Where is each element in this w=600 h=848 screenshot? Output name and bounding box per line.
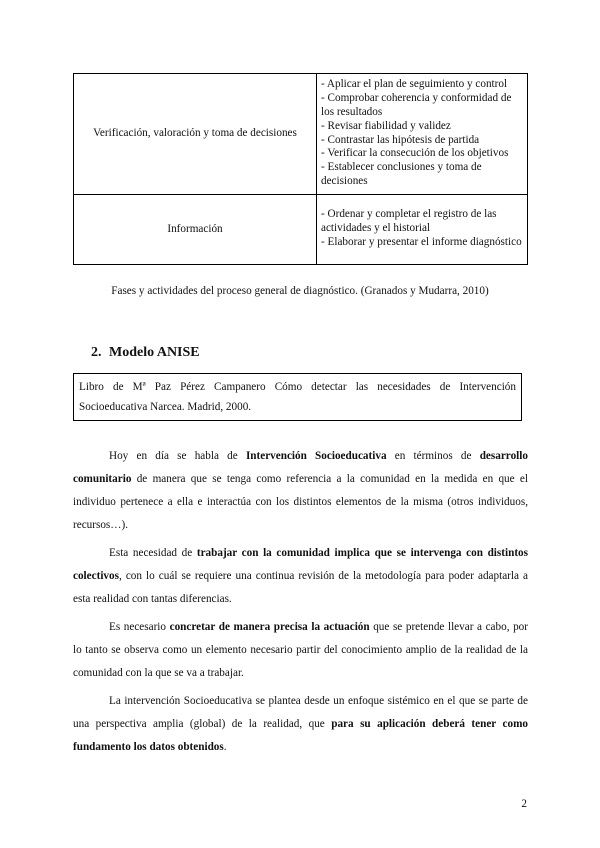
activities-cell xyxy=(317,195,528,265)
table-caption: Fases y actividades del proceso general de diagnóstico. (Granados y Mudarra, 2010) xyxy=(111,285,489,297)
phase-name-cell: Verificación, valoración y toma de decisiones xyxy=(74,74,317,195)
text-run: de manera que se tenga como referencia a la comunidad en la medida en que el individuo pertenece a ella e interactúa con los distintos elementos de la misma (otros individuos, recursos…). xyxy=(73,473,528,531)
table-row xyxy=(74,74,528,195)
text-run: en términos de xyxy=(386,450,480,462)
text-run: . xyxy=(223,741,227,753)
section-heading xyxy=(91,345,200,361)
bold-text: Intervención Socioeducativa xyxy=(245,450,387,462)
bold-text: trabajar con la comunidad implica que se intervenga con distintos colectivos xyxy=(73,547,528,582)
paragraph xyxy=(73,445,528,537)
phase-name-cell: Información xyxy=(74,195,317,265)
text-run: que se pretende llevar a cabo, por lo tanto se observa como un elemento necesario partir del conocimiento amplio de la realidad de la comunidad con la que se va a trabajar. xyxy=(73,621,528,679)
text-run: Hoy en día se habla de xyxy=(109,450,246,462)
paragraph xyxy=(73,690,528,759)
table-row xyxy=(74,195,528,265)
section-title: Modelo ANISE xyxy=(109,345,200,360)
activity-item: - Verificar la consecución de los objetivos xyxy=(321,147,509,160)
activity-item: - Ordenar y completar el registro de las actividades y el historial xyxy=(321,208,497,235)
text-run: Esta necesidad de xyxy=(109,547,197,559)
text-run: La intervención Socioeducativa se plantea desde un enfoque sistémico en el que se parte de una perspectiva amplia (global) de la realidad, que xyxy=(73,695,528,730)
bold-text: para su aplicación deberá tener como fundamento los datos obtenidos xyxy=(73,718,529,753)
activity-item: - Elaborar y presentar el informe diagnóstico xyxy=(321,235,522,248)
body-text xyxy=(73,445,528,764)
section-number: 2. xyxy=(91,345,102,360)
bold-text: desarrollo comunitario xyxy=(73,450,528,485)
phases-table xyxy=(73,73,528,265)
paragraph xyxy=(73,542,528,611)
paragraph xyxy=(73,616,528,685)
activity-item: - Aplicar el plan de seguimiento y control xyxy=(321,78,508,91)
bold-text: concretar de manera precisa la actuación xyxy=(169,621,370,633)
activities-cell xyxy=(317,74,528,195)
activity-item: - Comprobar coherencia y conformidad de los resultados xyxy=(321,92,512,118)
text-run: Es necesario xyxy=(109,621,170,633)
text-run: , con lo cuál se requiere una continua revisión de la metodología para poder adaptarla a esta realidad con tantas diferencias. xyxy=(73,570,528,605)
activity-item: - Revisar fiabilidad y validez xyxy=(321,119,451,132)
activity-item: - Establecer conclusiones y toma de decisiones xyxy=(321,161,482,187)
page-number: 2 xyxy=(521,798,527,810)
activity-item: - Contrastar las hipótesis de partida xyxy=(321,133,480,146)
reference-box: Libro de Mª Paz Pérez Campanero Cómo detectar las necesidades de Intervención Socioeducativa Narcea. Madrid, 2000. xyxy=(73,373,522,421)
